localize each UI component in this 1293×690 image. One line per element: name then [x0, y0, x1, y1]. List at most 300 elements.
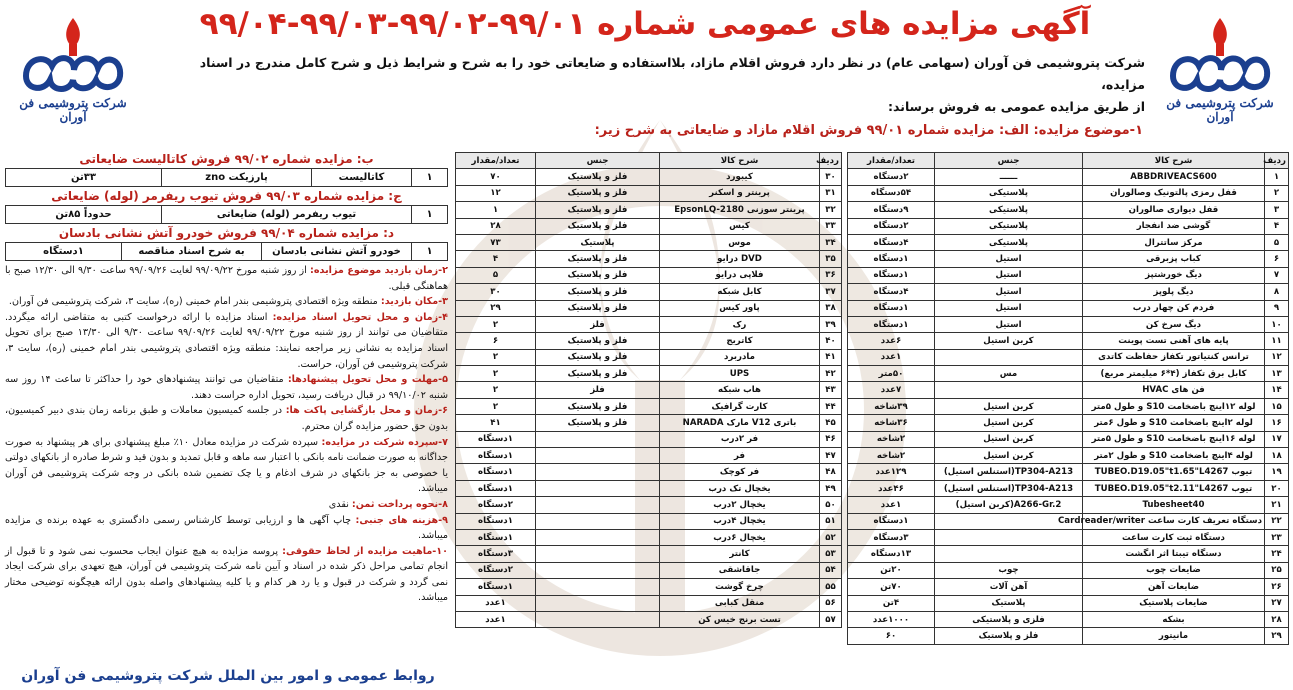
- item-material: فلز و پلاستیک: [536, 300, 660, 316]
- intro-line-2: از طریق مزایده عمومی به فروش برساند:: [888, 99, 1145, 114]
- table-row: [848, 497, 1289, 513]
- term-paragraph: [5, 263, 448, 294]
- item-description: یخچال ۴درب: [660, 513, 820, 529]
- table-row: [848, 611, 1289, 627]
- item-quantity: ۱دستگاه: [456, 464, 536, 480]
- term-paragraph: [5, 497, 448, 513]
- item-material: کربن استیل: [935, 415, 1083, 431]
- row-number: ۵: [1265, 234, 1289, 250]
- item-description: کیبورد: [660, 169, 820, 185]
- item-material: فلز و پلاستیک: [536, 284, 660, 300]
- item-material: فلز و پلاستیک: [536, 169, 660, 185]
- term-text: در جلسه کمیسیون معاملات و طبق برنامه زمان بندی دبیر کمیسیون، بدون حق حضور مزایده گران محترم.: [5, 405, 448, 432]
- item-description: ضایعات آهن: [1083, 579, 1265, 595]
- item-description: هاب شبکه: [660, 382, 820, 398]
- row-number: ۳۱: [820, 185, 842, 201]
- item-description: فر کوچک: [660, 464, 820, 480]
- item-quantity: ۴۱: [456, 415, 536, 431]
- item-quantity: ۲: [456, 398, 536, 414]
- item-material: [536, 448, 660, 464]
- item-quantity: ۲دستگاه: [456, 562, 536, 578]
- row-number: ۳۴: [820, 234, 842, 250]
- row-number: ۴۸: [820, 464, 842, 480]
- table-row: [848, 513, 1289, 529]
- item-quantity: ۲دستگاه: [848, 218, 935, 234]
- table-row: [456, 611, 842, 627]
- table-row: [456, 267, 842, 283]
- item-material: فلز و پلاستیک: [536, 333, 660, 349]
- item-material: فلزی و پلاستیکی: [935, 611, 1083, 627]
- item-material: مس: [935, 366, 1083, 382]
- table-row: [848, 448, 1289, 464]
- item-description: پرینتر و اسکنر: [660, 185, 820, 201]
- row-number: ۹: [1265, 300, 1289, 316]
- row-number: ۵۶: [820, 595, 842, 611]
- row-number: ۲۵: [1265, 562, 1289, 578]
- term-paragraph: [5, 513, 448, 544]
- item-quantity: ۷۰تن: [848, 579, 935, 595]
- table-row: [456, 202, 842, 218]
- item-description: یخچال تک درب: [660, 480, 820, 496]
- row-number: ۲۴: [1265, 546, 1289, 562]
- item-description: لوله ۴اینچ باضخامت S10 و طول ۲متر: [1083, 448, 1265, 464]
- table-header-row: [456, 153, 842, 169]
- item-description: مانیتور: [1083, 628, 1265, 644]
- item-description: مادربرد: [660, 349, 820, 365]
- cell: خودرو آتش نشانی بادسان: [262, 243, 412, 261]
- table-row: [456, 513, 842, 529]
- item-material: [536, 529, 660, 545]
- item-description: پرینتر سوزنی EpsonLQ-2180: [660, 202, 820, 218]
- item-quantity: ۱دستگاه: [456, 529, 536, 545]
- item-material: پلاستیکی: [935, 202, 1083, 218]
- term-text: اسناد مزایده با ارائه درخواست کتبی به متقاضی ارائه میگردد. متقاضیان می توانند از روز شنبه مورخ ۹۹/۰۹/۲۲ لغایت ۹۹/۰۹/۲۶ ساعت ۹/۳۰ الی ۱۳/۳۰ صبح برای تحویل اسناد مزایده به نشانی زیر مراجعه نمایند: منطقه ویژه اقتصادی پتروشیمی بندر امام خمینی (ره)، سایت ۳، شرکت پتروشیمی فن آوران، حراست.: [5, 311, 448, 370]
- table-row: [848, 382, 1289, 398]
- item-description: تست برنج خیس کن: [660, 611, 820, 627]
- term-text: پروسه مزایده به هیچ عنوان ایجاب محسوب نمی شود و تا قبول از انجام تمامی مراحل ذکر شده در اسناد و آیین نامه شرکت پتروشیمی فن آوران، هیچ تعهدی برای شرکت ایجاد نمی گردد و شرکت در قبول و یا رد هر کدام و یا کلیه پیشنهادهای واصله بدون ارائه هیچگونه توضیحی مختار میباشد.: [5, 545, 448, 604]
- table-row: [848, 251, 1289, 267]
- col-header-row: ردیف: [820, 153, 842, 169]
- row-number: ۳۹: [820, 316, 842, 332]
- item-material: پلاستیک: [935, 595, 1083, 611]
- item-quantity: ۱۳دستگاه: [848, 546, 935, 562]
- col-header-type: جنس: [536, 153, 660, 169]
- table-row: [456, 185, 842, 201]
- table-row: [848, 218, 1289, 234]
- item-material: استیل: [935, 316, 1083, 332]
- item-material: فلز و پلاستیک: [536, 251, 660, 267]
- item-material: پلاستیکی: [935, 218, 1083, 234]
- item-quantity: ۷عدد: [848, 382, 935, 398]
- item-quantity: ۱: [456, 202, 536, 218]
- item-quantity: ۹دستگاه: [848, 202, 935, 218]
- item-material: [536, 513, 660, 529]
- table-row: [848, 464, 1289, 480]
- item-description: رک: [660, 316, 820, 332]
- item-description: دیگ پلوپز: [1083, 284, 1265, 300]
- item-quantity: ۱دستگاه: [456, 431, 536, 447]
- items-table-right: [847, 152, 1289, 645]
- item-material: پلاستیک: [536, 234, 660, 250]
- table-row: [456, 300, 842, 316]
- term-heading: ۹-هزینه های جنبی:: [355, 514, 448, 526]
- item-description: تیوب TUBEO.D19.05"t1.65"L4267: [1083, 464, 1265, 480]
- row-number: ۱۶: [1265, 415, 1289, 431]
- term-heading: ۳-مکان بازدید:: [380, 296, 448, 308]
- table-row: [456, 546, 842, 562]
- term-text: متقاضیان می توانند پیشنهادهای خود را حداکثر تا ساعت ۱۴ روز سه شنبه ۹۹/۱۰/۰۲ در قبال دریافت رسید، تحویل اداره حراست دهند.: [5, 374, 448, 401]
- item-description: دستگاه تیبتا اثر انگشت: [1083, 546, 1265, 562]
- item-material: فلز و پلاستیک: [536, 267, 660, 283]
- col-header-row: ردیف: [1265, 153, 1289, 169]
- item-description: فردم کن چهار درب: [1083, 300, 1265, 316]
- item-material: فلز و پلاستیک: [536, 185, 660, 201]
- item-quantity: ۳۹شاخه: [848, 398, 935, 414]
- item-material: فلز و پلاستیک: [536, 202, 660, 218]
- table-row: [456, 316, 842, 332]
- item-quantity: ۱۰۰۰عدد: [848, 611, 935, 627]
- item-description: باتری V12 مارک NARADA: [660, 415, 820, 431]
- item-material: فلز و پلاستیک: [536, 218, 660, 234]
- table-row: [848, 316, 1289, 332]
- table-row: [456, 218, 842, 234]
- table-row: [848, 415, 1289, 431]
- item-material: استیل: [935, 251, 1083, 267]
- row-number: ۱۵: [1265, 398, 1289, 414]
- item-quantity: ۵: [456, 267, 536, 283]
- table-row: [848, 480, 1289, 496]
- item-quantity: ۲دستگاه: [848, 169, 935, 185]
- row-number: ۳: [1265, 202, 1289, 218]
- item-quantity: ۱عدد: [456, 611, 536, 627]
- row-number: ۷: [1265, 267, 1289, 283]
- item-material: فلز: [536, 316, 660, 332]
- table-row: [456, 480, 842, 496]
- item-quantity: ۶عدد: [848, 333, 935, 349]
- item-material: [536, 546, 660, 562]
- item-material: پلاستیکی: [935, 185, 1083, 201]
- item-quantity: ۱دستگاه: [848, 316, 935, 332]
- item-quantity: ۱دستگاه: [456, 448, 536, 464]
- item-description: مرکز ساتترال: [1083, 234, 1265, 250]
- item-quantity: ۶: [456, 333, 536, 349]
- item-description: پایه های آهنی تست پوینت: [1083, 333, 1265, 349]
- item-description: موس: [660, 234, 820, 250]
- item-description: کاتریج: [660, 333, 820, 349]
- table-row: [848, 234, 1289, 250]
- col-header-qty: تعداد/مقدار: [848, 153, 935, 169]
- item-quantity: ۷۳: [456, 234, 536, 250]
- row-number: ۵۵: [820, 579, 842, 595]
- item-description: لوله ۱۶اینچ باضخامت S10 و طول ۵متر: [1083, 431, 1265, 447]
- row-number: ۳۵: [820, 251, 842, 267]
- term-heading: ۲-زمان بازدید موضوع مزایده:: [310, 265, 448, 276]
- term-heading: ۵-مهلت و محل تحویل پیشنهادها:: [287, 374, 449, 386]
- item-description: کیس: [660, 218, 820, 234]
- term-text: سپرده شرکت در مزایده معادل ۱۰٪ مبلغ پیشنهادی برای هر پیشنهاد به صورت جداگانه به صورت ضمانت نامه بانکی با اعتبار سه ماهه و قابل تمدید و بدون قید و شرط صادره از بانکهای دولتی یا خصوصی به جز بانکهای در شرف ادغام و یا چک تضمین شده بانکی در وجه شرکت پتروشیمی فن آوران میباشد.: [5, 436, 448, 495]
- term-paragraph: [5, 310, 448, 372]
- row-number: ۱۴: [1265, 382, 1289, 398]
- item-material: استیل: [935, 284, 1083, 300]
- item-description: لوله ۲اینچ باضخامت S10 و طول ۶متر: [1083, 415, 1265, 431]
- row-number: ۴۷: [820, 448, 842, 464]
- item-description: بشکه: [1083, 611, 1265, 627]
- row-number: ۲۶: [1265, 579, 1289, 595]
- row-number: ۱۲: [1265, 349, 1289, 365]
- table-row: [456, 234, 842, 250]
- section-b-title: ب: مزایده شماره ۹۹/۰۲ فروش کاتالیست ضایعاتی: [79, 152, 374, 166]
- cell: ۱دستگاه: [6, 243, 122, 261]
- item-description: گوشی ضد انفجار: [1083, 218, 1265, 234]
- term-heading: ۸-نحوه پرداخت ثمن:: [351, 498, 448, 510]
- table-row: [456, 284, 842, 300]
- item-material: A266-Gr.2(کربن استیل): [935, 497, 1083, 513]
- col-header-desc: شرح کالا: [660, 153, 820, 169]
- table-row: [848, 595, 1289, 611]
- row-number: ۴۵: [820, 415, 842, 431]
- item-quantity: ۱دستگاه: [456, 579, 536, 595]
- item-quantity: ۱عدد: [848, 497, 935, 513]
- item-material: کربن استیل: [935, 398, 1083, 414]
- item-material: TP304-A213(استنلس استیل): [935, 480, 1083, 496]
- item-description: دستگاه ثبت کارت ساعت: [1083, 529, 1265, 545]
- item-description: دیگ سرخ کن: [1083, 316, 1265, 332]
- item-material: [536, 595, 660, 611]
- company-logo-left: [8, 14, 138, 124]
- item-quantity: ۵۰متر: [848, 366, 935, 382]
- item-material: پلاستیکی: [935, 234, 1083, 250]
- item-description: یخچال ۶درب: [660, 529, 820, 545]
- item-description: لوله ۱۲اینچ باضخامت S10 و طول ۵متر: [1083, 398, 1265, 414]
- flame-logo-icon: [1165, 14, 1275, 94]
- row-number: ۱۰: [1265, 316, 1289, 332]
- item-description: ضایعات چوب: [1083, 562, 1265, 578]
- table-row: [456, 366, 842, 382]
- cell: پارزیکت zno: [162, 169, 312, 187]
- term-paragraph: [5, 435, 448, 497]
- footer-signature: روابط عمومی و امور بین الملل شرکت پتروشیمی فن آوران: [21, 668, 435, 684]
- item-quantity: ۳دستگاه: [456, 546, 536, 562]
- table-row: [456, 415, 842, 431]
- item-material: فلز: [536, 382, 660, 398]
- item-quantity: ۳۰: [456, 284, 536, 300]
- row-number: ۵۷: [820, 611, 842, 627]
- term-heading: ۴-زمان و محل تحویل اسناد مزایده:: [272, 311, 448, 323]
- item-material: آهن آلات: [935, 579, 1083, 595]
- item-description: فر ۲درب: [660, 431, 820, 447]
- row-number: ۳۳: [820, 218, 842, 234]
- item-description: فلاپی درایو: [660, 267, 820, 283]
- item-material: کربن استیل: [935, 431, 1083, 447]
- item-material: استیل: [935, 300, 1083, 316]
- row-number: ۵۰: [820, 497, 842, 513]
- row-number: ۲۲: [1265, 513, 1289, 529]
- table-row: [456, 382, 842, 398]
- term-text: منطقه ویژه اقتصادی پتروشیمی بندر امام خمینی (ره)، سایت ۳، شرکت پتروشیمی فن آوران.: [8, 296, 381, 308]
- item-description: فر: [660, 448, 820, 464]
- item-quantity: ۴تن: [848, 595, 935, 611]
- table-row: [456, 464, 842, 480]
- row-number: ۳۶: [820, 267, 842, 283]
- row-number: ۳۷: [820, 284, 842, 300]
- item-material: چوب: [935, 562, 1083, 578]
- item-quantity: ۱دستگاه: [456, 513, 536, 529]
- item-description: پاور کیس: [660, 300, 820, 316]
- term-text: چاپ آگهی ها و ارزیابی توسط کارشناس رسمی دادگستری به عهده برنده ی مزایده میباشد.: [5, 514, 448, 542]
- item-quantity: ۲۸: [456, 218, 536, 234]
- cell: حدوداً ۸۵تن: [6, 206, 162, 224]
- item-material: [536, 611, 660, 627]
- row-number: ۲۱: [1265, 497, 1289, 513]
- item-quantity: ۱عدد: [848, 349, 935, 365]
- table-row: [6, 206, 448, 224]
- item-description: کباب پزبرقی: [1083, 251, 1265, 267]
- item-description: قفل رمزی پالتونیک وصالوران: [1083, 185, 1265, 201]
- table-row: [848, 300, 1289, 316]
- item-quantity: ۲۹: [456, 300, 536, 316]
- table-row: [456, 251, 842, 267]
- item-quantity: ۲: [456, 366, 536, 382]
- item-description: ABBDRIVEACS600: [1083, 169, 1265, 185]
- row-number: ۱۸: [1265, 448, 1289, 464]
- cell: ۱: [412, 243, 448, 261]
- row-number: ۲: [1265, 185, 1289, 201]
- table-row: [848, 349, 1289, 365]
- item-quantity: ۴: [456, 251, 536, 267]
- logo-caption: شرکت پتروشیمی فن آوران: [19, 96, 127, 124]
- row-number: ۱۱: [1265, 333, 1289, 349]
- item-description: UPS: [660, 366, 820, 382]
- term-text: از روز شنبه مورخ ۹۹/۰۹/۲۲ لغایت ۹۹/۰۹/۲۶ ساعت ۹/۳۰ الی ۱۲/۳۰ صبح با هماهنگی قبلی.: [5, 265, 448, 292]
- item-material: فلز و پلاستیک: [536, 349, 660, 365]
- item-quantity: ۱دستگاه: [456, 480, 536, 496]
- table-row: [848, 333, 1289, 349]
- intro-line-1: شرکت پتروشیمی فن آوران (سهامی عام) در نظر دارد فروش اقلام مازاد، بلااستفاده و ضایعاتی خود را به شرح و شرایط ذیل و شرح کامل مندرج در اسناد مزایده،: [199, 55, 1145, 92]
- table-row: [848, 284, 1289, 300]
- item-material: استیل: [935, 267, 1083, 283]
- table-row: [848, 185, 1289, 201]
- item-description: کابل شبکه: [660, 284, 820, 300]
- logo-caption: شرکت پتروشیمی فن آوران: [1166, 96, 1274, 124]
- item-description: کانتر: [660, 546, 820, 562]
- item-material: فلز و پلاستیک: [935, 628, 1083, 644]
- item-material: [536, 480, 660, 496]
- item-description: ضایعات پلاستیک: [1083, 595, 1265, 611]
- company-logo-right: [1155, 14, 1285, 124]
- table-row: [848, 579, 1289, 595]
- table-row: [848, 529, 1289, 545]
- row-number: ۲۳: [1265, 529, 1289, 545]
- item-material: [536, 464, 660, 480]
- item-description: کابل برق تکفاز (۴*۶ میلیمتر مربع): [1083, 366, 1265, 382]
- item-material: فلز و پلاستیک: [536, 398, 660, 414]
- row-number: ۳۰: [820, 169, 842, 185]
- cell: ۱: [412, 206, 448, 224]
- item-description: DVD درایو: [660, 251, 820, 267]
- item-quantity: ۵۴دستگاه: [848, 185, 935, 201]
- item-description: ترانس کنتیاتور تکفاز حفاظت کاتدی: [1083, 349, 1265, 365]
- table-row: [456, 579, 842, 595]
- row-number: ۲۰: [1265, 480, 1289, 496]
- flame-logo-icon: [18, 14, 128, 94]
- table-row: [848, 546, 1289, 562]
- item-description: یخچال ۲درب: [660, 497, 820, 513]
- term-heading: ۷-سپرده شرکت در مزایده:: [321, 436, 448, 448]
- table-row: [848, 169, 1289, 185]
- item-quantity: ۱دستگاه: [848, 267, 935, 283]
- row-number: ۵۳: [820, 546, 842, 562]
- item-quantity: ۲: [456, 349, 536, 365]
- item-material: [536, 497, 660, 513]
- row-number: ۳۲: [820, 202, 842, 218]
- table-row: [456, 169, 842, 185]
- table-row: [456, 497, 842, 513]
- table-row: [848, 431, 1289, 447]
- item-description: Tubesheet40: [1083, 497, 1265, 513]
- item-quantity: ۱۲۹عدد: [848, 464, 935, 480]
- row-number: ۱۷: [1265, 431, 1289, 447]
- row-number: ۴۹: [820, 480, 842, 496]
- table-row: [456, 431, 842, 447]
- section-d-title: د: مزایده شماره ۹۹/۰۴ فروش خودرو آتش نشانی بادسان: [58, 226, 395, 240]
- item-description: فن های HVAC: [1083, 382, 1265, 398]
- item-quantity: ۲: [456, 316, 536, 332]
- table-row: [456, 529, 842, 545]
- item-quantity: ۲دستگاه: [456, 497, 536, 513]
- row-number: ۱۳: [1265, 366, 1289, 382]
- item-description: تیوب TUBEO.D19.05"t2.11"L4267: [1083, 480, 1265, 496]
- item-quantity: ۱دستگاه: [848, 513, 935, 529]
- item-quantity: ۳دستگاه: [848, 529, 935, 545]
- cell: ۳۳تن: [6, 169, 162, 187]
- col-header-type: جنس: [935, 153, 1083, 169]
- item-quantity: ۷۰: [456, 169, 536, 185]
- item-quantity: ۱عدد: [456, 595, 536, 611]
- item-description: دستگاه تعریف کارت ساعت Cardreader/writer: [1083, 513, 1265, 529]
- table-row: [848, 202, 1289, 218]
- item-material: کربن استیل: [935, 448, 1083, 464]
- table-row: [848, 366, 1289, 382]
- term-text: نقدی: [328, 498, 352, 510]
- row-number: ۲۹: [1265, 628, 1289, 644]
- item-description: قفل دیواری صالوران: [1083, 202, 1265, 218]
- row-number: ۴۳: [820, 382, 842, 398]
- table-row: [848, 398, 1289, 414]
- cell: تیوب ریفرمر (لوله) ضایعاتی: [162, 206, 412, 224]
- term-paragraph: [5, 294, 448, 310]
- item-description: جاقاشقی: [660, 562, 820, 578]
- item-material: [935, 349, 1083, 365]
- item-material: فلز و پلاستیک: [536, 366, 660, 382]
- row-number: ۴: [1265, 218, 1289, 234]
- table-row: [456, 448, 842, 464]
- table-row: [848, 562, 1289, 578]
- table-row: [6, 169, 448, 187]
- row-number: ۴۴: [820, 398, 842, 414]
- table-row: [848, 267, 1289, 283]
- item-material: [935, 529, 1083, 545]
- page-title: آگهی مزایده های عمومی شماره ۹۹/۰۱-۹۹/۰۲-۹۹/۰۳-۹۹/۰۴: [199, 6, 1091, 42]
- item-description: کارت گرافیک: [660, 398, 820, 414]
- row-number: ۴۱: [820, 349, 842, 365]
- section-c-table: [5, 205, 448, 224]
- item-quantity: ۲شاخه: [848, 431, 935, 447]
- item-quantity: ۴دستگاه: [848, 234, 935, 250]
- item-quantity: ۴۶عدد: [848, 480, 935, 496]
- table-row: [848, 628, 1289, 644]
- terms-list: [5, 263, 448, 606]
- row-number: ۶: [1265, 251, 1289, 267]
